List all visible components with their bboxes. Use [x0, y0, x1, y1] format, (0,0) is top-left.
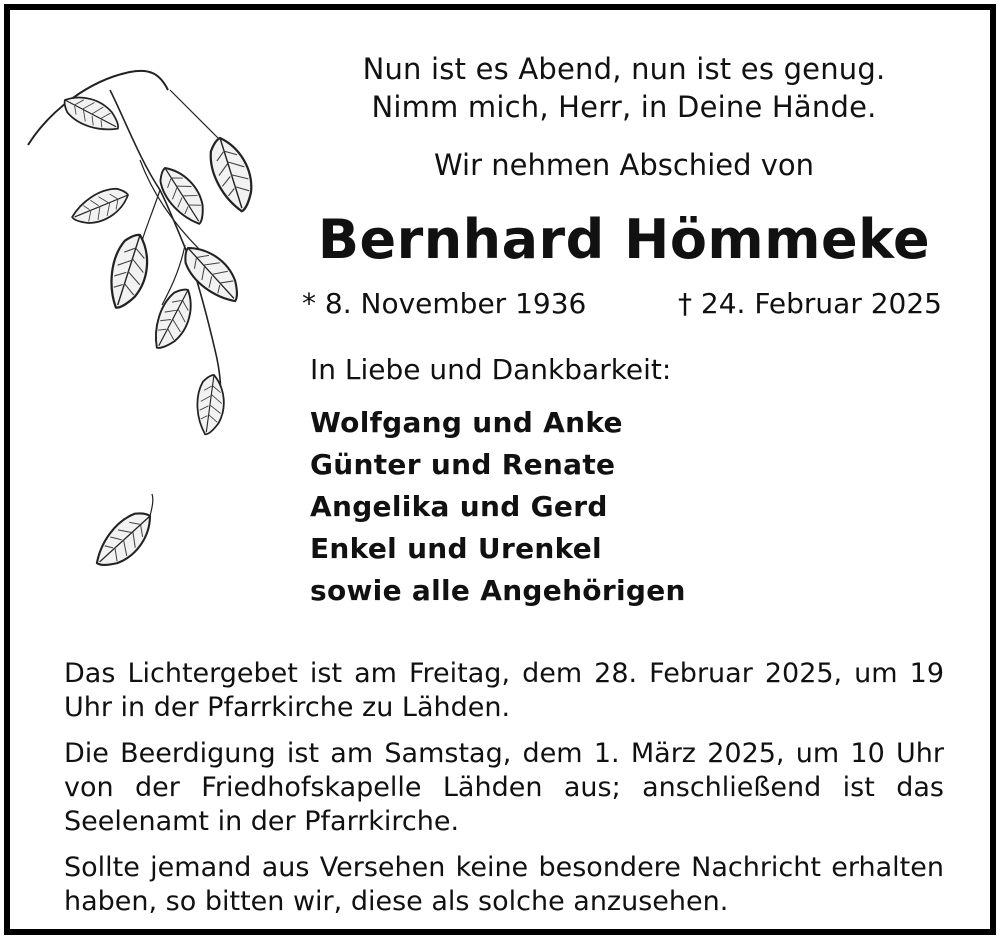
birth-date: * 8. November 1936	[302, 287, 587, 320]
notice-paragraph: Sollte jemand aus Versehen keine besondere Nachricht erhalten haben, so bitten wir, diese als solche anzusehen.	[64, 852, 944, 917]
obituary-frame	[4, 4, 996, 935]
death-date: † 24. Februar 2025	[678, 287, 942, 320]
deceased-name: Bernhard Hömmeke	[317, 208, 931, 271]
quote-line-2: Nimm mich, Herr, in Deine Hände.	[371, 90, 877, 124]
mourners-list	[310, 402, 686, 612]
birch-branch-icon	[10, 50, 270, 610]
prayer-paragraph: Das Lichtergebet ist am Freitag, dem 28. Februar 2025, um 19 Uhr in der Pfarrkirche zu Lähden.	[64, 658, 944, 723]
farewell-line: Wir nehmen Abschied von	[433, 148, 815, 182]
mourner-item: sowie alle Angehörigen	[310, 574, 686, 607]
quote-line-1: Nun ist es Abend, nun ist es genug.	[362, 52, 886, 86]
funeral-paragraph: Die Beerdigung ist am Samstag, dem 1. März 2025, um 10 Uhr von der Friedhofskapelle Lähden aus; anschließend ist das Seelenamt in der Pfarrkirche.	[64, 738, 944, 837]
thanks-line: In Liebe und Dankbarkeit:	[310, 353, 672, 386]
life-dates	[302, 286, 942, 322]
mourner-item: Wolfgang und Anke	[310, 406, 623, 439]
mourner-item: Angelika und Gerd	[310, 490, 608, 523]
mourner-item: Günter und Renate	[310, 448, 616, 481]
mourner-item: Enkel und Urenkel	[310, 532, 602, 565]
